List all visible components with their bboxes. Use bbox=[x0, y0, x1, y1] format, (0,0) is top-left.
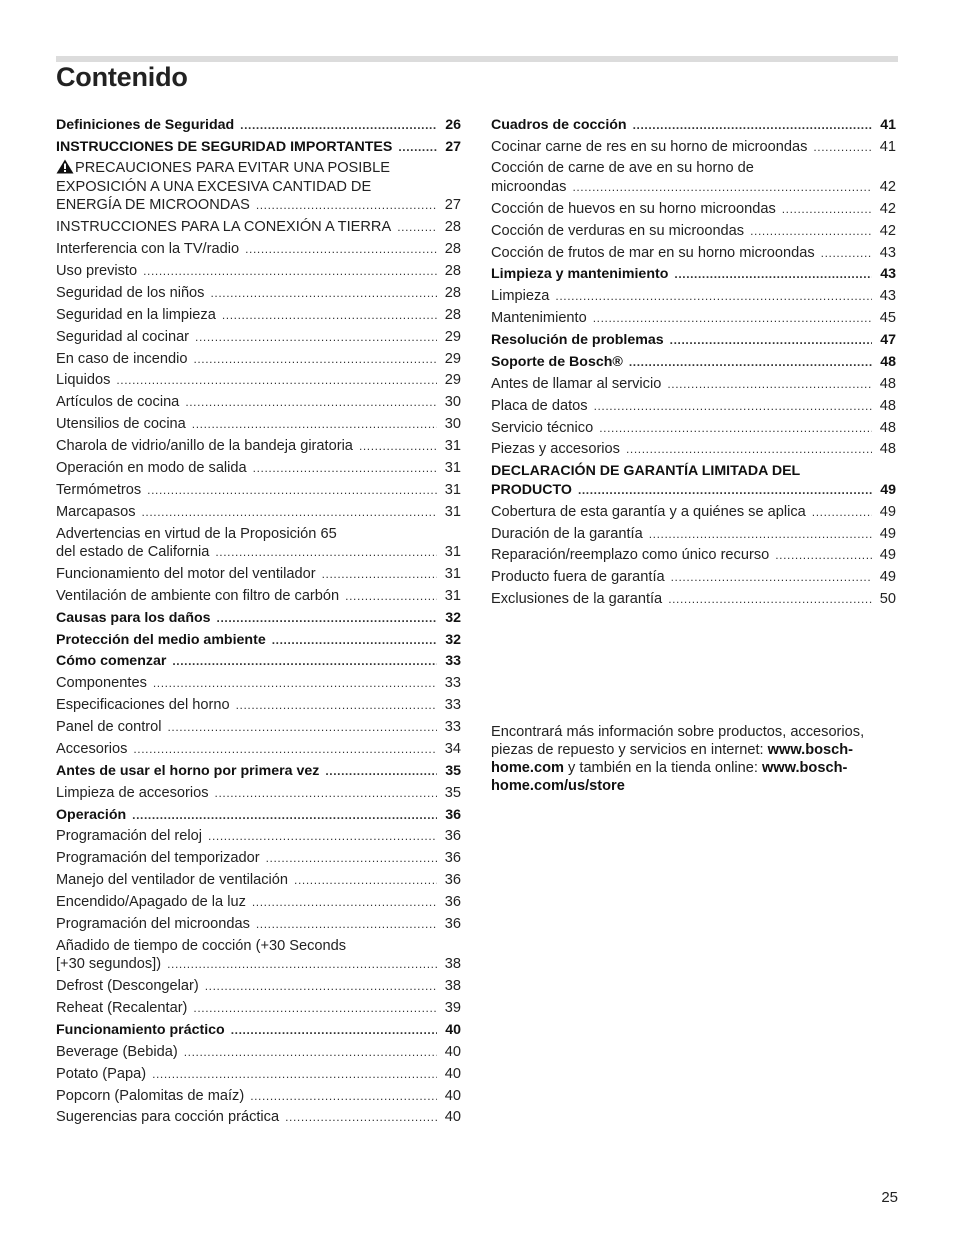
dot-leader bbox=[193, 350, 437, 369]
toc-page-number: 40 bbox=[445, 1021, 461, 1038]
toc-entry-title: Potato (Papa) bbox=[56, 1065, 147, 1082]
dot-leader bbox=[775, 546, 872, 565]
toc-page-number: 31 bbox=[444, 587, 461, 604]
toc-entry-title: Antes de llamar al servicio bbox=[491, 375, 662, 392]
dot-leader bbox=[116, 371, 437, 390]
toc-entry-title: Liquidos bbox=[56, 372, 111, 389]
toc-entry-funcionamiento-del-motor-del-ventilador[interactable] bbox=[56, 563, 461, 585]
dot-leader bbox=[325, 762, 437, 781]
dot-leader bbox=[133, 740, 437, 759]
toc-entry-title: INSTRUCCIONES PARA LA CONEXIÓN A TIERRA bbox=[56, 219, 392, 236]
toc-page-number: 49 bbox=[879, 547, 896, 564]
toc-page-number: 31 bbox=[444, 481, 461, 498]
toc-entry-title: Seguridad al cocinar bbox=[56, 328, 190, 345]
dot-leader bbox=[750, 222, 872, 241]
toc-page-number: 49 bbox=[880, 481, 896, 498]
toc-entry-title: Programación del microondas bbox=[56, 915, 250, 932]
toc-entry-coccion-de-huevos-en-su-horno-microondas[interactable] bbox=[491, 198, 896, 220]
toc-page-number: 29 bbox=[444, 372, 461, 389]
toc-entry-title: Causas para los daños bbox=[56, 609, 211, 626]
toc-page-number: 48 bbox=[879, 375, 896, 392]
dot-leader bbox=[667, 375, 872, 394]
toc-entry-title: Sugerencias para cocción práctica bbox=[56, 1109, 280, 1126]
toc-entry-antes-de-llamar-al-servicio[interactable] bbox=[491, 373, 896, 395]
dot-leader bbox=[397, 218, 437, 237]
dot-leader bbox=[266, 849, 437, 868]
dot-leader bbox=[245, 240, 437, 259]
toc-entry-title: Ventilación de ambiente con filtro de carbón bbox=[56, 587, 340, 604]
toc-entry-instrucciones-de-seguridad-importantes[interactable] bbox=[56, 136, 461, 158]
dot-leader bbox=[185, 393, 437, 412]
toc-entry-duracion-de-la-garantia[interactable] bbox=[491, 523, 896, 545]
toc-page-number: 48 bbox=[879, 441, 896, 458]
toc-entry-title: Termómetros bbox=[56, 481, 142, 498]
toc-entry-causas-para-los-danos[interactable] bbox=[56, 607, 461, 629]
page-title: Contenido bbox=[56, 62, 188, 92]
toc-entry-liquidos[interactable] bbox=[56, 370, 461, 392]
dot-leader bbox=[359, 437, 437, 456]
toc-entry-title: INSTRUCCIONES DE SEGURIDAD IMPORTANTES bbox=[56, 138, 393, 155]
info-text-1: Encontrará más información sobre productos, accesorios, piezas de repuesto y servicios en internet: bbox=[491, 724, 865, 758]
toc-entry-definiciones-de-seguridad[interactable] bbox=[56, 114, 461, 136]
toc-entry-title: Seguridad en la limpieza bbox=[56, 306, 216, 323]
toc-entry-advertencias-en-virtud-de-la-proposicion[interactable] bbox=[56, 523, 461, 563]
toc-page-number: 29 bbox=[444, 328, 461, 345]
dot-leader bbox=[782, 200, 872, 219]
toc-page-number: 45 bbox=[879, 310, 896, 327]
toc-entry-title: Duración de la garantía bbox=[491, 525, 643, 542]
toc-page-number: 36 bbox=[444, 850, 461, 867]
toc-entry-seguridad-en-la-limpieza[interactable] bbox=[56, 304, 461, 326]
toc-entry-title: Placa de datos bbox=[491, 397, 588, 414]
toc-entry-coccion-de-frutos-de-mar-en-su-horno-mic[interactable] bbox=[491, 242, 896, 264]
toc-entry-encendido-apagado-de-la-luz[interactable] bbox=[56, 891, 461, 913]
toc-entry-title: Reheat (Recalentar) bbox=[56, 1000, 188, 1017]
dot-leader bbox=[250, 1087, 437, 1106]
dot-leader bbox=[812, 503, 872, 522]
toc-page-number: 40 bbox=[444, 1109, 461, 1126]
dot-leader bbox=[210, 284, 437, 303]
toc-page-number: 47 bbox=[880, 332, 896, 349]
toc-entry-funcionamiento-practico[interactable] bbox=[56, 1019, 461, 1041]
toc-page-number: 49 bbox=[879, 569, 896, 586]
info-paragraph bbox=[491, 723, 901, 795]
toc-entry-marcapasos[interactable] bbox=[56, 501, 461, 523]
toc-entry-defrost-descongelar[interactable] bbox=[56, 976, 461, 998]
toc-entry-ventilacion-de-ambiente-con-filtro-de-ca[interactable] bbox=[56, 585, 461, 607]
dot-leader bbox=[674, 265, 872, 284]
dot-leader bbox=[626, 440, 872, 459]
toc-entry-limpieza-de-accesorios[interactable] bbox=[56, 782, 461, 804]
toc-entry-title: Limpieza y mantenimiento bbox=[491, 266, 669, 283]
toc-entry-seguridad-de-los-ninos[interactable] bbox=[56, 282, 461, 304]
toc-entry-limpieza[interactable] bbox=[491, 286, 896, 308]
toc-entry-utensilios-de-cocina[interactable] bbox=[56, 414, 461, 436]
toc-entry-manejo-del-ventilador-de-ventilacion[interactable] bbox=[56, 870, 461, 892]
toc-entry-programacion-del-reloj[interactable] bbox=[56, 826, 461, 848]
toc-entry-beverage-bebida[interactable] bbox=[56, 1041, 461, 1063]
toc-page-number: 36 bbox=[444, 894, 461, 911]
toc-entry-title: Accesorios bbox=[56, 740, 128, 757]
dot-leader bbox=[172, 652, 437, 671]
toc-entry-title: Cuadros de cocción bbox=[491, 116, 627, 133]
toc-page-number: 31 bbox=[444, 459, 461, 476]
toc-entry-title: microondas bbox=[491, 178, 567, 195]
dot-leader bbox=[272, 631, 437, 650]
toc-entry-title: Soporte de Bosch® bbox=[491, 353, 623, 370]
toc-entry-title: Defrost (Descongelar) bbox=[56, 978, 199, 995]
toc-entry-reheat-recalentar[interactable] bbox=[56, 997, 461, 1019]
toc-entry-title: Antes de usar el horno por primera vez bbox=[56, 762, 320, 779]
toc-page-number: 30 bbox=[444, 416, 461, 433]
toc-entry-reparacion-reemplazo-como-unico-recurso[interactable] bbox=[491, 545, 896, 567]
dot-leader bbox=[821, 244, 872, 263]
toc-page-number: 42 bbox=[879, 200, 896, 217]
dot-leader bbox=[143, 262, 437, 281]
toc-entry-title: En caso de incendio bbox=[56, 350, 188, 367]
dot-leader bbox=[184, 1043, 437, 1062]
toc-entry-title: Charola de vidrio/anillo de la bandeja giratoria bbox=[56, 438, 353, 455]
toc-entry-title: PRECAUCIONES PARA EVITAR UNA POSIBLE bbox=[75, 160, 390, 177]
dot-leader bbox=[240, 116, 437, 135]
toc-page-number: 28 bbox=[444, 241, 461, 258]
dot-leader bbox=[215, 784, 437, 803]
toc-entry-title: Exclusiones de la garantía bbox=[491, 591, 663, 608]
dot-leader bbox=[578, 481, 872, 500]
store-link[interactable]: www.bosch-home.com/us/store bbox=[491, 760, 848, 794]
toc-page-number: 40 bbox=[444, 1087, 461, 1104]
toc-entry-declaracion-de-garantia-limitada-del[interactable] bbox=[491, 461, 896, 501]
toc-entry-title: Programación del reloj bbox=[56, 828, 203, 845]
toc-entry-uso-previsto[interactable] bbox=[56, 260, 461, 282]
dot-leader bbox=[671, 568, 872, 587]
toc-entry-popcorn-palomitas-de-maiz[interactable] bbox=[56, 1085, 461, 1107]
toc-entry-proteccion-del-medio-ambiente[interactable] bbox=[56, 629, 461, 651]
toc-page-number: 41 bbox=[879, 138, 896, 155]
dot-leader bbox=[142, 503, 438, 522]
toc-entry-title: Marcapasos bbox=[56, 503, 136, 520]
toc-entry-title: Artículos de cocina bbox=[56, 394, 180, 411]
toc-page-number: 42 bbox=[879, 222, 896, 239]
toc-entry-title: Componentes bbox=[56, 675, 147, 692]
toc-page-number: 40 bbox=[444, 1065, 461, 1082]
dot-leader bbox=[205, 977, 437, 996]
dot-leader bbox=[398, 138, 437, 157]
dot-leader bbox=[294, 871, 437, 890]
page-number: 25 bbox=[881, 1189, 898, 1206]
toc-entry-title: Añadido de tiempo de cocción (+30 Seconds bbox=[56, 937, 347, 954]
toc-entry-charola-de-vidrio-anillo-de-la-bandeja-g[interactable] bbox=[56, 435, 461, 457]
toc-page-number: 33 bbox=[445, 653, 461, 670]
toc-entry-title: Operación bbox=[56, 806, 127, 823]
toc-entry-title: Panel de control bbox=[56, 719, 162, 736]
toc-entry-interferencia-con-la-tv-radio[interactable] bbox=[56, 239, 461, 261]
toc-page-number: 43 bbox=[879, 244, 896, 261]
toc-entry-operacion[interactable] bbox=[56, 804, 461, 826]
dot-leader bbox=[253, 459, 437, 478]
toc-page-number: 27 bbox=[445, 138, 461, 155]
toc-entry-sugerencias-para-coccion-practica[interactable] bbox=[56, 1107, 461, 1129]
toc-page-number: 43 bbox=[880, 266, 896, 283]
dot-leader bbox=[572, 178, 872, 197]
dot-leader bbox=[322, 565, 437, 584]
dot-leader bbox=[208, 827, 437, 846]
toc-entry-title: Cómo comenzar bbox=[56, 653, 167, 670]
toc-page-number: 28 bbox=[444, 263, 461, 280]
dot-leader bbox=[629, 353, 872, 372]
toc-page-number: 48 bbox=[880, 353, 896, 370]
toc-entry-cuadros-de-coccion[interactable] bbox=[491, 114, 896, 136]
toc-page-number: 30 bbox=[444, 394, 461, 411]
toc-page-number: 28 bbox=[444, 219, 461, 236]
dot-leader bbox=[633, 116, 872, 135]
dot-leader bbox=[192, 415, 437, 434]
dot-leader bbox=[345, 587, 437, 606]
toc-page-number: 31 bbox=[444, 544, 461, 561]
toc-entry-antes-de-usar-el-horno-por-primera-vez[interactable] bbox=[56, 760, 461, 782]
toc-entry-producto-fuera-de-garantia[interactable] bbox=[491, 567, 896, 589]
toc-page-number: 27 bbox=[444, 197, 461, 214]
dot-leader bbox=[167, 718, 437, 737]
toc-page-number: 49 bbox=[879, 525, 896, 542]
toc-page-number: 40 bbox=[444, 1043, 461, 1060]
toc-entry-title: PRODUCTO bbox=[491, 481, 572, 498]
toc-entry-potato-papa[interactable] bbox=[56, 1063, 461, 1085]
toc-entry-mantenimiento[interactable] bbox=[491, 308, 896, 330]
toc-page-number: 41 bbox=[880, 116, 896, 133]
toc-page-number: 33 bbox=[444, 675, 461, 692]
toc-entry-componentes[interactable] bbox=[56, 673, 461, 695]
toc-page-number: 38 bbox=[444, 956, 461, 973]
toc-entry-operacion-en-modo-de-salida[interactable] bbox=[56, 457, 461, 479]
dot-leader bbox=[195, 328, 437, 347]
toc-entry-coccion-de-carne-de-ave-en-su-horno-de[interactable] bbox=[491, 158, 896, 198]
toc-page-number: 28 bbox=[444, 306, 461, 323]
toc-page-number: 33 bbox=[444, 697, 461, 714]
toc-entry-panel-de-control[interactable] bbox=[56, 716, 461, 738]
toc-entry-soporte-de-bosch[interactable] bbox=[491, 351, 896, 373]
toc-page-number: 36 bbox=[445, 806, 461, 823]
toc-entry-title: Cocción de huevos en su horno microondas bbox=[491, 200, 776, 217]
dot-leader bbox=[231, 1021, 437, 1040]
dot-leader bbox=[285, 1108, 437, 1127]
toc-entry-resolucion-de-problemas[interactable] bbox=[491, 329, 896, 351]
dot-leader bbox=[594, 397, 872, 416]
toc-entry-piezas-y-accesorios[interactable] bbox=[491, 439, 896, 461]
toc-page-number: 31 bbox=[444, 503, 461, 520]
website-link[interactable]: www.bosch-home.com bbox=[491, 742, 854, 776]
toc-page-number: 26 bbox=[445, 116, 461, 133]
toc-entry-title: Uso previsto bbox=[56, 263, 138, 280]
toc-entry-servicio-tecnico[interactable] bbox=[491, 417, 896, 439]
toc-entry-placa-de-datos[interactable] bbox=[491, 395, 896, 417]
toc-entry-title: Limpieza de accesorios bbox=[56, 784, 209, 801]
toc-page-number: 32 bbox=[445, 631, 461, 648]
dot-leader bbox=[813, 138, 872, 157]
toc-entry-exclusiones-de-la-garantia[interactable] bbox=[491, 589, 896, 611]
toc-entry-title: Cocción de carne de ave en su horno de bbox=[491, 160, 754, 177]
toc-page-number: 29 bbox=[444, 350, 461, 367]
toc-entry-seguridad-al-cocinar[interactable] bbox=[56, 326, 461, 348]
toc-entry-programacion-del-microondas[interactable] bbox=[56, 913, 461, 935]
dot-leader bbox=[167, 955, 437, 974]
toc-page-number: 36 bbox=[444, 828, 461, 845]
toc-entry-programacion-del-temporizador[interactable] bbox=[56, 848, 461, 870]
toc-entry-title: Funcionamiento práctico bbox=[56, 1021, 225, 1038]
toc-page-number: 35 bbox=[444, 784, 461, 801]
toc-entry-title: Funcionamiento del motor del ventilador bbox=[56, 565, 316, 582]
toc-entry-title: Utensilios de cocina bbox=[56, 416, 186, 433]
toc-entry-title: Beverage (Bebida) bbox=[56, 1043, 178, 1060]
toc-page-number: 32 bbox=[445, 609, 461, 626]
toc-entry-title: Encendido/Apagado de la luz bbox=[56, 894, 246, 911]
toc-page-number: 34 bbox=[444, 740, 461, 757]
toc-page-number: 35 bbox=[445, 762, 461, 779]
dot-leader bbox=[599, 419, 872, 438]
toc-entry-title: [+30 segundos]) bbox=[56, 956, 162, 973]
toc-entry-title: DECLARACIÓN DE GARANTÍA LIMITADA DEL bbox=[491, 463, 801, 480]
toc-entry-title: ENERGÍA DE MICROONDAS bbox=[56, 197, 250, 214]
toc-page-number: 48 bbox=[879, 419, 896, 436]
toc-entry-title: Reparación/reemplazo como único recurso bbox=[491, 547, 770, 564]
dot-leader bbox=[256, 915, 437, 934]
toc-entry-title: Resolución de problemas bbox=[491, 332, 664, 349]
toc-entry-especificaciones-del-horno[interactable] bbox=[56, 695, 461, 717]
toc-entry-title: Servicio técnico bbox=[491, 419, 594, 436]
toc-entry-title: Interferencia con la TV/radio bbox=[56, 241, 240, 258]
toc-page-number: 42 bbox=[879, 178, 896, 195]
toc-entry-title: Programación del temporizador bbox=[56, 850, 260, 867]
toc-page-number: 31 bbox=[444, 565, 461, 582]
warning-icon bbox=[56, 159, 74, 174]
dot-leader bbox=[252, 893, 437, 912]
toc-entry-termometros[interactable] bbox=[56, 479, 461, 501]
toc-entry-title: Especificaciones del horno bbox=[56, 697, 230, 714]
toc-page-number: 39 bbox=[444, 1000, 461, 1017]
toc-entry-como-comenzar[interactable] bbox=[56, 651, 461, 673]
toc-entry-title: Producto fuera de garantía bbox=[491, 569, 665, 586]
toc-entry-title: Cocinar carne de res en su horno de microondas bbox=[491, 138, 808, 155]
toc-entry-title: Manejo del ventilador de ventilación bbox=[56, 872, 289, 889]
toc-entry-cocinar-carne-de-res-en-su-horno-de-micr[interactable] bbox=[491, 136, 896, 158]
dot-leader bbox=[236, 696, 437, 715]
toc-entry-en-caso-de-incendio[interactable] bbox=[56, 348, 461, 370]
toc-entry-instrucciones-para-la-conexion-a-tierra[interactable] bbox=[56, 217, 461, 239]
toc-entry-coccion-de-verduras-en-su-microondas[interactable] bbox=[491, 220, 896, 242]
toc-entry-title: Cocción de verduras en su microondas bbox=[491, 222, 745, 239]
toc-page-number: 43 bbox=[879, 288, 896, 305]
dot-leader bbox=[193, 999, 437, 1018]
toc-entry-accesorios[interactable] bbox=[56, 738, 461, 760]
dot-leader bbox=[555, 287, 872, 306]
toc-entry-articulos-de-cocina[interactable] bbox=[56, 392, 461, 414]
dot-leader bbox=[593, 309, 872, 328]
toc-entry-title: Cocción de frutos de mar en su horno microondas bbox=[491, 244, 815, 261]
dot-leader bbox=[649, 525, 872, 544]
dot-leader bbox=[153, 674, 437, 693]
info-text-2: y también en la tienda online: bbox=[563, 760, 762, 776]
toc-right-column bbox=[491, 114, 896, 610]
toc-entry-cobertura-de-esta-garantia-y-a-quienes-s[interactable] bbox=[491, 501, 896, 523]
dot-leader bbox=[668, 590, 872, 609]
dot-leader bbox=[256, 196, 437, 215]
toc-entry-title: Operación en modo de salida bbox=[56, 459, 247, 476]
toc-entry-title: EXPOSICIÓN A UNA EXCESIVA CANTIDAD DE bbox=[56, 178, 372, 195]
toc-page-number: 50 bbox=[879, 591, 896, 608]
toc-entry-title: Advertencias en virtud de la Proposición 65 bbox=[56, 525, 337, 542]
dot-leader bbox=[222, 306, 437, 325]
toc-entry-title: Protección del medio ambiente bbox=[56, 631, 266, 648]
dot-leader bbox=[215, 543, 437, 562]
toc-page-number: 48 bbox=[879, 397, 896, 414]
toc-page-number: 36 bbox=[444, 872, 461, 889]
toc-page-number: 36 bbox=[444, 915, 461, 932]
dot-leader bbox=[132, 806, 437, 825]
dot-leader bbox=[152, 1065, 437, 1084]
toc-left-column bbox=[56, 114, 461, 1129]
dot-leader bbox=[147, 481, 437, 500]
toc-entry-title: Seguridad de los niños bbox=[56, 284, 205, 301]
toc-entry-title: Definiciones de Seguridad bbox=[56, 116, 235, 133]
toc-entry-title: del estado de California bbox=[56, 544, 210, 561]
toc-page-number: 33 bbox=[444, 719, 461, 736]
toc-entry-title: Limpieza bbox=[491, 288, 550, 305]
toc-entry-title: Cobertura de esta garantía y a quiénes se aplica bbox=[491, 503, 806, 520]
toc-entry-anadido-de-tiempo-de-coccion-30-seconds[interactable] bbox=[56, 935, 461, 975]
toc-page-number: 38 bbox=[444, 978, 461, 995]
toc-page-number: 28 bbox=[444, 284, 461, 301]
toc-entry-title: Popcorn (Palomitas de maíz) bbox=[56, 1087, 245, 1104]
toc-entry-limpieza-y-mantenimiento[interactable] bbox=[491, 264, 896, 286]
dot-leader bbox=[670, 331, 872, 350]
toc-page-number: 49 bbox=[879, 503, 896, 520]
toc-entry-precauciones-para-evitar-una-posible[interactable] bbox=[56, 158, 461, 217]
dot-leader bbox=[217, 609, 437, 628]
toc-entry-title: Piezas y accesorios bbox=[491, 441, 620, 458]
toc-entry-title: Mantenimiento bbox=[491, 310, 587, 327]
toc-page-number: 31 bbox=[444, 438, 461, 455]
